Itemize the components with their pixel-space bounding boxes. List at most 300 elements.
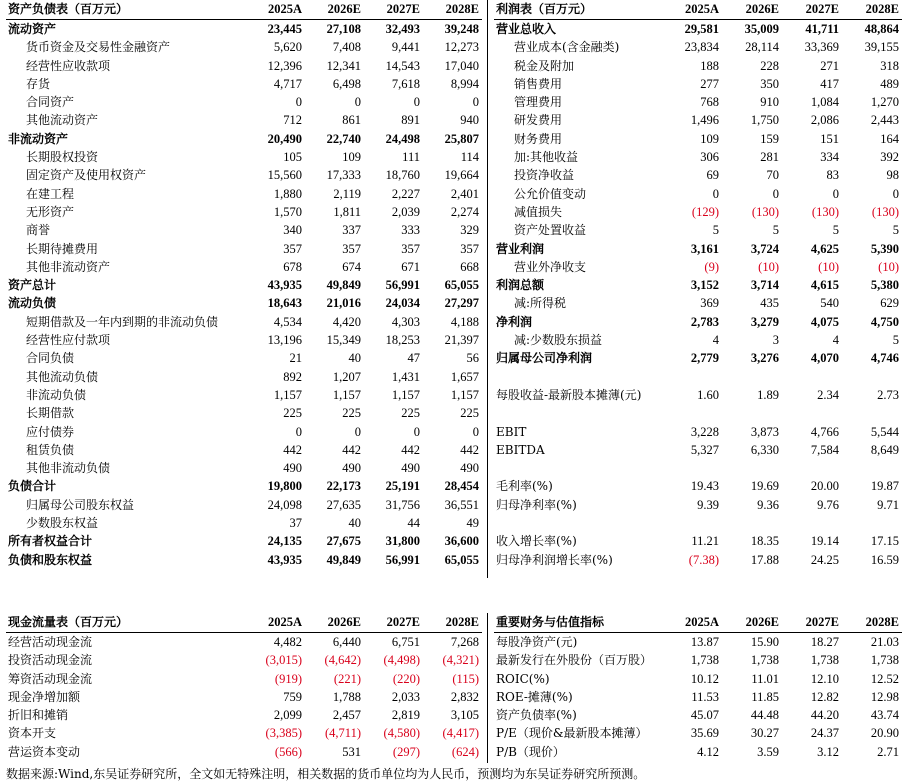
row-value: 14,543 [385, 58, 420, 73]
row-label: 营业成本(含金融类) [514, 40, 620, 55]
row-value: 109 [700, 131, 719, 146]
row-value: 3.59 [757, 744, 779, 759]
row-value: 4,075 [810, 314, 839, 329]
row-label: 负债和股东权益 [8, 552, 93, 567]
row-value: (4,321) [442, 653, 479, 668]
row-value: 159 [760, 131, 779, 146]
row-value: 3 [772, 333, 779, 348]
row-value: 3,152 [690, 278, 719, 293]
row-value: (7.38) [688, 552, 719, 567]
row-value: 47 [407, 351, 420, 366]
row-value: 43,935 [267, 552, 302, 567]
row-value: 12,341 [326, 58, 361, 73]
table-row [6, 688, 482, 706]
row-label: 归母净利率(%) [496, 497, 577, 512]
row-label: 利润总额 [496, 278, 545, 293]
table-row [494, 706, 902, 724]
row-value: 4,750 [870, 314, 899, 329]
row-value: 0 [413, 424, 420, 439]
row-value: (115) [452, 671, 479, 686]
table-row [494, 651, 902, 669]
row-value: 531 [342, 744, 361, 759]
table-row [494, 688, 902, 706]
table-row [494, 670, 902, 688]
row-value: 2,443 [870, 113, 899, 128]
row-value: 23,445 [267, 22, 302, 36]
year-header: 2027E [782, 613, 842, 633]
balance-sheet-table [6, 0, 482, 569]
row-label: 资产负债率(%) [496, 708, 577, 723]
year-header: 2028E [423, 0, 482, 20]
row-label: 合同负债 [26, 351, 75, 366]
year-header: 2028E [842, 0, 902, 20]
row-value: 9.39 [697, 497, 719, 512]
row-value: (4,711) [325, 726, 361, 741]
row-label: 最新发行在外股份（百万股） [496, 653, 653, 668]
row-value: 11.85 [751, 689, 779, 704]
row-label: 营业利润 [496, 241, 545, 256]
row-label: 其他流动负债 [26, 369, 99, 384]
table-row [6, 349, 482, 367]
row-value: 0 [413, 95, 420, 110]
row-value: 629 [880, 296, 899, 311]
row-value: 357 [460, 241, 479, 256]
row-value: 4,746 [870, 351, 899, 366]
row-value: 1.89 [757, 387, 779, 402]
row-value: 892 [283, 369, 302, 384]
row-label: 合同资产 [26, 95, 75, 110]
row-value: 32,493 [385, 22, 420, 36]
row-value: 5 [892, 223, 899, 238]
row-value: 16.59 [870, 552, 899, 567]
table-row [6, 514, 482, 532]
row-label: 应付债券 [26, 424, 75, 439]
row-value: 225 [460, 406, 479, 421]
table-row [494, 93, 902, 111]
row-label [494, 404, 662, 422]
year-header: 2027E [364, 0, 423, 20]
row-value: 0 [354, 95, 361, 110]
row-value: 40 [348, 351, 361, 366]
row-label: P/B（现价） [496, 744, 565, 759]
row-value: 36,551 [444, 497, 479, 512]
table-row [494, 441, 902, 459]
table-row [494, 368, 902, 386]
row-value: 1,570 [273, 204, 302, 219]
row-label: 经营性应付款项 [26, 333, 111, 348]
row-value: 21,397 [444, 333, 479, 348]
row-value: 318 [880, 58, 899, 73]
row-label: 营业总收入 [496, 22, 557, 36]
row-value: (4,642) [324, 653, 361, 668]
row-value: 4.12 [697, 744, 719, 759]
table-row [494, 75, 902, 93]
row-value: 12.98 [870, 689, 899, 704]
row-value: 271 [820, 58, 839, 73]
row-value: (624) [451, 744, 479, 759]
table-row [494, 724, 902, 742]
row-label: 归属母公司股东权益 [26, 497, 135, 512]
row-label: 非流动负债 [26, 387, 87, 402]
row-value: 164 [880, 131, 899, 146]
row-value: 435 [760, 296, 779, 311]
row-value: 17,040 [444, 58, 479, 73]
row-label: 归属母公司净利润 [496, 351, 593, 366]
table-row [494, 423, 902, 441]
row-value: 0 [295, 424, 302, 439]
row-value: 21,016 [326, 296, 361, 311]
row-value: 21 [289, 351, 302, 366]
row-value: (4,580) [383, 726, 420, 741]
row-value: 24,135 [267, 534, 302, 549]
row-value [662, 404, 722, 422]
row-label: 租赁负债 [26, 442, 75, 457]
cash-flow-table [6, 613, 482, 761]
row-value [722, 404, 782, 422]
row-value: 337 [342, 223, 361, 238]
table-row [494, 240, 902, 258]
table-row [6, 38, 482, 56]
row-value: 22,740 [326, 131, 361, 146]
row-value: 15.90 [750, 635, 779, 649]
row-value: 188 [700, 58, 719, 73]
row-value: 4,534 [273, 314, 302, 329]
row-label: 营业外净收支 [514, 259, 587, 274]
row-value: 490 [460, 461, 479, 476]
row-value: 5,380 [870, 278, 899, 293]
row-value: 2,401 [450, 186, 479, 201]
row-value: 3.12 [817, 744, 839, 759]
table-row [6, 276, 482, 294]
row-label: 归母净利润增长率(%) [496, 552, 613, 567]
row-value: 83 [826, 168, 839, 183]
table-row [494, 514, 902, 532]
row-label: 现金净增加额 [8, 689, 81, 704]
row-value: 0 [832, 186, 839, 201]
financial-metrics-table [494, 613, 902, 761]
table-row [494, 551, 902, 569]
row-value: 4,717 [273, 76, 302, 91]
row-value [842, 459, 902, 477]
row-value: 2,086 [810, 113, 839, 128]
table-row [6, 166, 482, 184]
year-header: 2025A [246, 0, 305, 20]
row-value: (130) [871, 204, 899, 219]
year-header: 2026E [305, 613, 364, 633]
row-value: 5,327 [690, 442, 719, 457]
balance-grid [6, 0, 482, 569]
table-row [6, 148, 482, 166]
row-value: 17.88 [750, 552, 779, 567]
row-value: 49,849 [326, 552, 361, 567]
table-row [6, 670, 482, 688]
table-title: 资产负债表（百万元） [6, 0, 246, 20]
table-row [6, 240, 482, 258]
row-value [782, 404, 842, 422]
row-value [782, 368, 842, 386]
row-value: 19,664 [444, 168, 479, 183]
table-row [6, 724, 482, 742]
row-value: 12.52 [870, 671, 899, 686]
row-value: 151 [820, 131, 839, 146]
row-value: 31,756 [385, 497, 420, 512]
row-label: 筹资活动现金流 [8, 671, 93, 686]
row-value [722, 514, 782, 532]
row-label: 长期待摊费用 [26, 241, 99, 256]
row-label: 无形资产 [26, 204, 75, 219]
row-value: (297) [392, 744, 420, 759]
row-label: 存货 [26, 76, 51, 91]
year-header: 2026E [305, 0, 364, 20]
row-value: 2,779 [690, 351, 719, 366]
row-value: 2,033 [391, 689, 420, 704]
row-label: 折旧和摊销 [8, 708, 69, 723]
row-value: 4,766 [810, 424, 839, 439]
row-value: 9.36 [757, 497, 779, 512]
row-value: 11.21 [691, 534, 719, 549]
row-value [782, 514, 842, 532]
row-label: 销售费用 [514, 76, 563, 91]
row-label: EBIT [496, 424, 527, 439]
row-label: 负债合计 [8, 479, 57, 494]
table-title: 重要财务与估值指标 [494, 613, 662, 633]
row-value: 24,034 [385, 296, 420, 311]
row-value: 9,441 [391, 40, 420, 55]
row-value: 5,390 [870, 241, 899, 256]
row-label [494, 459, 662, 477]
row-value: 0 [472, 424, 479, 439]
row-value: 329 [460, 223, 479, 238]
row-value: 23,834 [684, 40, 719, 55]
row-value: 5 [712, 223, 719, 238]
table-row [494, 148, 902, 166]
row-label: 非流动资产 [8, 131, 69, 146]
table-row [494, 111, 902, 129]
row-value: 28,454 [444, 479, 479, 494]
row-label: 商誉 [26, 223, 51, 238]
year-header: 2027E [364, 613, 423, 633]
row-value: 18.35 [750, 534, 779, 549]
row-label: 净利润 [496, 314, 533, 329]
row-value: 114 [460, 150, 479, 165]
table-row [6, 386, 482, 404]
table-row [494, 294, 902, 312]
row-value: 12.82 [810, 689, 839, 704]
table-row [494, 130, 902, 148]
row-value: 11.01 [751, 671, 779, 686]
row-label: 加:其他收益 [514, 150, 579, 165]
row-value: 442 [401, 442, 420, 457]
table-header-row [6, 613, 482, 633]
row-value: 2.34 [817, 387, 839, 402]
row-value: 225 [342, 406, 361, 421]
row-value: 18,253 [385, 333, 420, 348]
row-label: 财务费用 [514, 131, 563, 146]
row-value: 39,155 [864, 40, 899, 55]
row-value: 10.12 [690, 671, 719, 686]
row-value: 105 [283, 150, 302, 165]
row-value: 20.00 [810, 479, 839, 494]
row-value: (10) [818, 259, 839, 274]
row-value: 2,227 [391, 186, 420, 201]
table-row [494, 221, 902, 239]
table-row [494, 349, 902, 367]
row-value: 45.07 [690, 708, 719, 723]
row-label: P/E（现价&最新股本摊薄） [496, 726, 648, 741]
row-value: 13,196 [267, 333, 302, 348]
row-value: 1,811 [333, 204, 361, 219]
year-header: 2026E [722, 0, 782, 20]
row-label: 每股净资产(元) [496, 635, 578, 649]
row-label: 在建工程 [26, 186, 75, 201]
year-header: 2028E [842, 613, 902, 633]
row-value: 48,864 [864, 22, 899, 36]
table-row [494, 57, 902, 75]
row-value: 0 [472, 95, 479, 110]
row-value: 6,330 [750, 442, 779, 457]
row-value: 2,099 [273, 708, 302, 723]
row-value: 442 [283, 442, 302, 457]
row-label: 投资活动现金流 [8, 653, 93, 668]
row-value: 65,055 [444, 278, 479, 293]
row-value: 3,161 [690, 241, 719, 256]
row-value: (10) [878, 259, 899, 274]
row-value: 2,457 [332, 708, 361, 723]
row-value: 27,635 [326, 497, 361, 512]
row-label: 研发费用 [514, 113, 563, 128]
row-value: 13.87 [690, 635, 719, 649]
table-row [6, 441, 482, 459]
table-row [6, 203, 482, 221]
row-value [842, 404, 902, 422]
row-value: 56,991 [385, 552, 420, 567]
row-value: 674 [342, 259, 361, 274]
row-value: 21.03 [870, 635, 899, 649]
row-label: 减:少数股东损益 [514, 333, 603, 348]
row-value: 5,544 [870, 424, 899, 439]
row-label: 长期股权投资 [26, 150, 99, 165]
row-value: 49 [466, 516, 479, 531]
row-value: 18.27 [810, 635, 839, 649]
row-value: 8,994 [450, 76, 479, 91]
row-label: 其他流动资产 [26, 113, 99, 128]
row-value: 891 [401, 113, 420, 128]
row-label: 少数股东权益 [26, 516, 99, 531]
row-value: 3,724 [750, 241, 779, 256]
row-label: 固定资产及使用权资产 [26, 168, 147, 183]
row-value: 671 [401, 259, 420, 274]
table-row [6, 532, 482, 550]
row-value [662, 514, 722, 532]
row-value: 540 [820, 296, 839, 311]
row-value: 4,482 [273, 635, 302, 649]
row-label: 减:所得税 [514, 296, 567, 311]
row-value: 4,303 [391, 314, 420, 329]
row-value: 333 [401, 223, 420, 238]
row-label: 所有者权益合计 [8, 534, 93, 549]
table-title: 现金流量表（百万元） [6, 613, 246, 633]
row-value: 44.20 [810, 708, 839, 723]
table-row [494, 166, 902, 184]
table-row [6, 368, 482, 386]
column-divider [487, 613, 488, 763]
row-label: 收入增长率(%) [496, 534, 577, 549]
row-value: 2,274 [450, 204, 479, 219]
row-value: 6,498 [332, 76, 361, 91]
row-value: 11.53 [691, 689, 719, 704]
row-value: 340 [283, 223, 302, 238]
table-row [6, 331, 482, 349]
row-value: 1,157 [332, 387, 361, 402]
row-value: 1,738 [690, 653, 719, 668]
row-label: 长期借款 [26, 406, 75, 421]
table-row [494, 404, 902, 422]
row-value: 35,009 [744, 22, 779, 36]
row-value: 15,349 [326, 333, 361, 348]
row-value: 442 [342, 442, 361, 457]
row-value: 2.73 [877, 387, 899, 402]
row-label: ROIC(%) [496, 671, 550, 686]
row-value: 17,333 [326, 168, 361, 183]
table-row [494, 459, 902, 477]
row-value: 417 [820, 76, 839, 91]
table-row [6, 423, 482, 441]
table-row [6, 294, 482, 312]
row-value: 678 [283, 259, 302, 274]
table-row [6, 743, 482, 761]
row-value: 56 [466, 351, 479, 366]
row-label: 其他非流动资产 [26, 259, 111, 274]
row-value: 24,498 [385, 131, 420, 146]
row-value: 43.74 [870, 708, 899, 723]
table-row [6, 130, 482, 148]
row-value: 369 [700, 296, 719, 311]
row-value: 4,188 [450, 314, 479, 329]
row-value: 9.76 [817, 497, 839, 512]
row-value: (919) [274, 671, 302, 686]
row-value: 28,114 [745, 40, 779, 55]
table-row [494, 386, 902, 404]
row-value: 4,420 [332, 314, 361, 329]
row-value: 3,276 [750, 351, 779, 366]
row-value: 861 [342, 113, 361, 128]
row-value: 8,649 [870, 442, 899, 457]
row-value: 19,800 [267, 479, 302, 494]
row-value: 109 [342, 150, 361, 165]
row-value: 350 [760, 76, 779, 91]
row-value: 1,738 [750, 653, 779, 668]
row-value [722, 368, 782, 386]
row-value: 3,714 [750, 278, 779, 293]
row-value: 2,783 [690, 314, 719, 329]
row-label: 经营性应收款项 [26, 58, 111, 73]
row-value: 489 [880, 76, 899, 91]
row-value: (10) [758, 259, 779, 274]
row-value: 490 [342, 461, 361, 476]
row-value: 24,098 [267, 497, 302, 512]
table-header-row [6, 0, 482, 20]
row-value: 4,070 [810, 351, 839, 366]
row-value: 1,738 [810, 653, 839, 668]
row-value: (220) [392, 671, 420, 686]
row-value: 7,618 [391, 76, 420, 91]
row-value: 910 [760, 95, 779, 110]
table-row [6, 93, 482, 111]
table-row [6, 551, 482, 569]
row-value: 1,157 [391, 387, 420, 402]
row-value: 1,270 [870, 95, 899, 110]
row-label: 流动资产 [8, 22, 57, 36]
